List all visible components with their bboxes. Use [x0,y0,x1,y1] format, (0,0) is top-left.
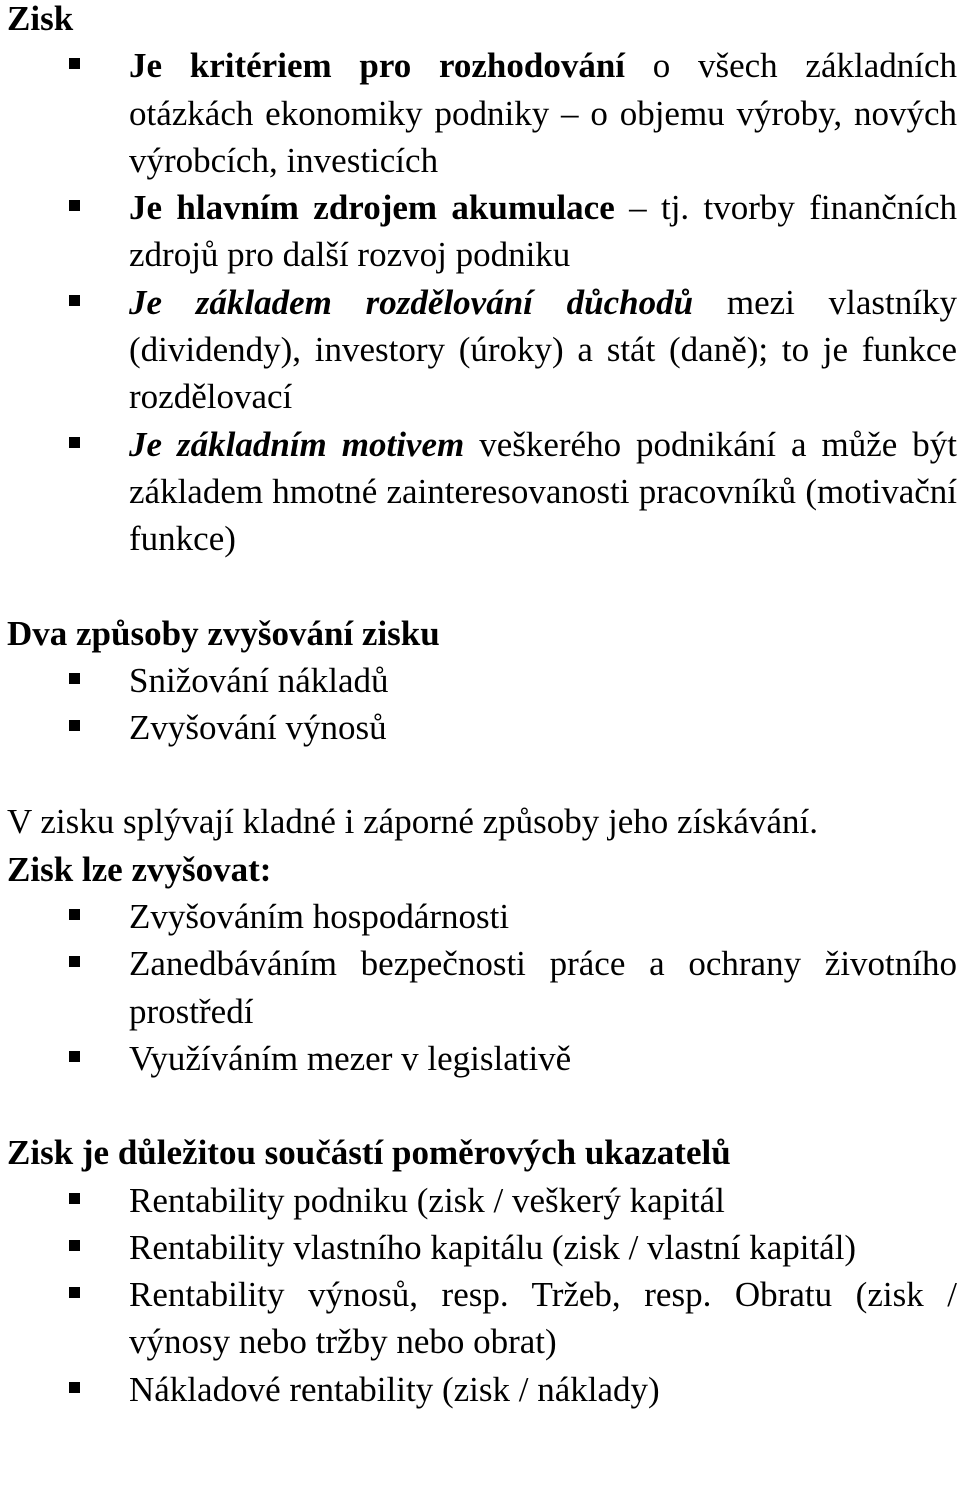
spacer [7,1082,957,1129]
zisk-lze-zvysovat-list [7,893,957,1082]
square-bullet-icon [69,1382,80,1393]
square-bullet-icon [69,1193,80,1204]
square-bullet-icon [69,200,80,211]
square-bullet-icon [69,437,80,448]
square-bullet-icon [69,1240,80,1251]
list-item: Je kritériem pro rozhodování o všech základních otázkách ekonomiky podniky – o objemu výroby, nových výrobcích, investicích [7,42,957,184]
list-item: Je hlavním zdrojem akumulace – tj. tvorby finančních zdrojů pro další rozvoj podniku [7,184,957,279]
document-page [7,0,957,1413]
list-item: Snižování nákladů [7,657,957,704]
square-bullet-icon [69,58,80,69]
list-item: Nákladové rentability (zisk / náklady) [7,1366,957,1413]
square-bullet-icon [69,1287,80,1298]
section-heading-pomerove-ukazatele: Zisk je důležitou součástí poměrových ukazatelů [7,1133,731,1173]
section-heading-zisk-lze-zvysovat: Zisk lze zvyšovat: [7,849,272,889]
spacer [7,563,957,610]
zisk-bullet-list [7,42,957,562]
square-bullet-icon [69,673,80,684]
list-item: Je základním motivem veškerého podnikání a může být základem hmotné zainteresovanosti pracovníků (motivační funkce) [7,421,957,563]
list-item: Zvyšování výnosů [7,704,957,751]
square-bullet-icon [69,956,80,967]
section-heading-dva-zpusoby: Dva způsoby zvyšování zisku [7,613,440,653]
list-item: Rentability výnosů, resp. Tržeb, resp. Obratu (zisk / výnosy nebo tržby nebo obrat) [7,1271,957,1366]
square-bullet-icon [69,295,80,306]
list-item: Zanedbáváním bezpečnosti práce a ochrany životního prostředí [7,940,957,1035]
list-item: Rentability podniku (zisk / veškerý kapitál [7,1177,957,1224]
list-item: Je základem rozdělování důchodů mezi vlastníky (dividendy), investory (úroky) a stát (daně); to je funkce rozdělovací [7,279,957,421]
list-item: Zvyšováním hospodárnosti [7,893,957,940]
pomerove-ukazatele-list [7,1177,957,1413]
spacer [7,751,957,798]
square-bullet-icon [69,720,80,731]
list-item: Využíváním mezer v legislativě [7,1035,957,1082]
square-bullet-icon [69,909,80,920]
paragraph-splyvaji: V zisku splývají kladné i záporné způsoby jeho získávání. [7,802,818,842]
dva-zpusoby-list [7,657,957,752]
square-bullet-icon [69,1051,80,1062]
list-item: Rentability vlastního kapitálu (zisk / vlastní kapitál) [7,1224,957,1271]
section-heading-zisk: Zisk [7,0,74,38]
